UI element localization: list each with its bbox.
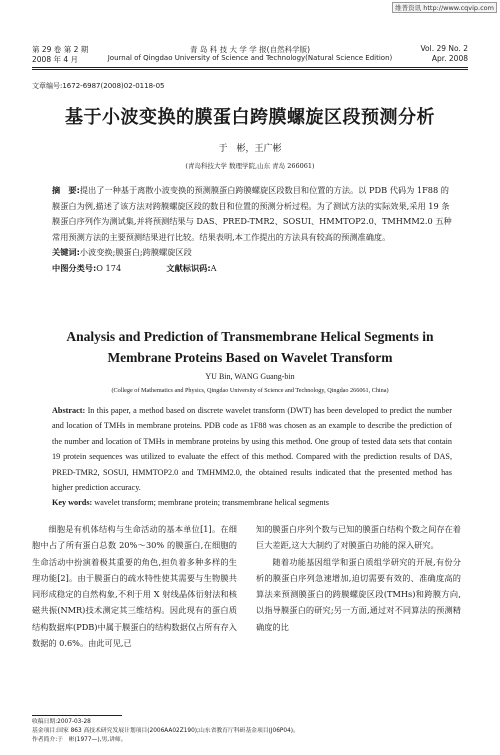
header-journal-en: Journal of Qingdao University of Science and Technology(Natural Science Edition) — [107, 54, 393, 62]
doc-code-value: A — [210, 262, 217, 273]
abstract-en-body — [52, 403, 452, 495]
abstract-cn-text: 提出了一种基于离散小波变换的预测膜蛋白跨膜螺旋区段数目和位置的方法。以 PDB 代码为 1F88 的膜蛋白为例,描述了该方法对跨膜螺旋区段的数目和位置的预测分析过程。为了测试方法的实际效果,采用 19 条膜蛋白序列作为测试集,并将预测结果与 DAS、PRED-TMR2、SOSUI、HMMTOP2.0、TMHMM2.0 五种常用预测方法的主要预测结果进行比较。结果表明,本工作提出的方法具有较高的预测准确度。 — [52, 185, 452, 242]
abstract-cn — [52, 183, 452, 277]
header-date: 2008 年 4 月 — [32, 55, 79, 64]
keywords-en-label: Key words: — [52, 498, 93, 508]
keywords-cn-text: 小波变换;膜蛋白;跨膜螺旋区段 — [79, 247, 192, 258]
footnote-rule — [32, 715, 122, 716]
footnote-fund: 基金项目:国家 863 高技术研究发展计划项目(2006AA02Z190);山东省教育厅科研基金项目(J06P04)。 — [32, 728, 299, 734]
footnote-author: 作者简介:于 彬(1977—),男,讲师。 — [32, 737, 127, 743]
title-cn: 基于小波变换的膜蛋白跨膜螺旋区段预测分析 — [65, 107, 435, 128]
authors-en: YU Bin, WANG Guang-bin — [205, 372, 295, 381]
body-column-right — [256, 521, 461, 635]
classification-cn — [52, 261, 452, 277]
keywords-cn — [52, 245, 452, 261]
abstract-en-text: In this paper, a method based on discrete wavelet transform (DWT) has been developed to predict the number and location of TMHs in membrane proteins. PDB code as 1F88 was chosen as an example to describe the prediction of the number and location of TMHs in membrane proteins by using this method. One group of tested data sets that contain 19 protein sequences was utilized to evaluate the effect of this method. Compared with the prediction results of DAS, PRED-TMR2, SOSUI, HMMTOP2.0 and TMHMM2.0, the obtained results indicated that the presented method has higher prediction accuracy. — [52, 406, 453, 493]
authors-cn: 于 彬，王广彬 — [218, 144, 282, 154]
keywords-en-text: wavelet transform; membrane protein; transmembrane helical segments — [94, 498, 329, 508]
abstract-en — [52, 403, 452, 511]
affiliation-cn: (青岛科技大学 数理学院,山东 青岛 266061) — [185, 162, 315, 170]
abstract-cn-body — [52, 183, 452, 245]
header-date-en: Apr. 2008 — [431, 54, 468, 63]
title-en: Analysis and Prediction of Transmembrane Helical Segments in Membrane Proteins Based on Wavelet Transform — [66, 329, 434, 365]
clc-label: 中图分类号: — [52, 262, 97, 273]
footnote-received: 收稿日期:2007-03-28 — [32, 719, 91, 725]
abstract-cn-label: 摘 要: — [52, 185, 80, 195]
header-rule — [32, 67, 468, 68]
body-paragraph-2: 随着功能基因组学和蛋白质组学研究的开展,有份分析的膜蛋白序列急速增加,迫切需要有效的、准确度高的算法来预测膜蛋白的跨膜螺旋区段(TMHs)和跨膜方向,以指导膜蛋白的研究;另一方面,通过对不同算法的预测精确度的比 — [256, 556, 461, 632]
body-column-left: 细胞是有机体结构与生命活动的基本单位[1]。在细胞中占了所有蛋白总数 20%～30% 的膜蛋白,在细胞的生命活动中扮演着极其重要的角色,担负着多种多样的生理功能[2]。由于膜蛋白的疏水特性使其需要与生物膜共同形成稳定的自然构象,不利于用 X 射线晶体衍射法和核磁共振(NMR)技术测定其三维结构。因此现有的蛋白质结构数据库(PDB)中属于膜蛋白的结构数据仅占所有存入数据的 0.6%。由此可见,已 — [32, 524, 237, 649]
abstract-en-label: Abstract: — [52, 406, 86, 415]
header-volume: 第 29 卷 第 2 期 — [32, 45, 89, 54]
keywords-en — [52, 495, 452, 510]
watermark: 维普资讯 http://www.cqvip.com — [392, 2, 497, 13]
header-rule-2 — [32, 69, 468, 70]
header-journal-cn: 青 岛 科 技 大 学 学 报(自然科学版) — [189, 45, 311, 54]
clc-value: O 174 — [96, 262, 122, 273]
doc-code-label: 文献标识码: — [166, 262, 211, 273]
body-paragraph-1: 知的膜蛋白序列个数与已知的膜蛋白结构个数之间存在着巨大差距,这大大制约了对膜蛋白功能的深入研究。 — [256, 524, 461, 551]
header-volume-en: Vol. 29 No. 2 — [420, 44, 468, 53]
article-number: 文章编号:1672-6987(2008)02-0118-05 — [32, 82, 165, 90]
keywords-cn-label: 关键词: — [52, 247, 80, 258]
affiliation-en: (College of Mathematics and Physics, Qingdao University of Science and Technology, Qingdao 266061, China) — [111, 387, 389, 394]
